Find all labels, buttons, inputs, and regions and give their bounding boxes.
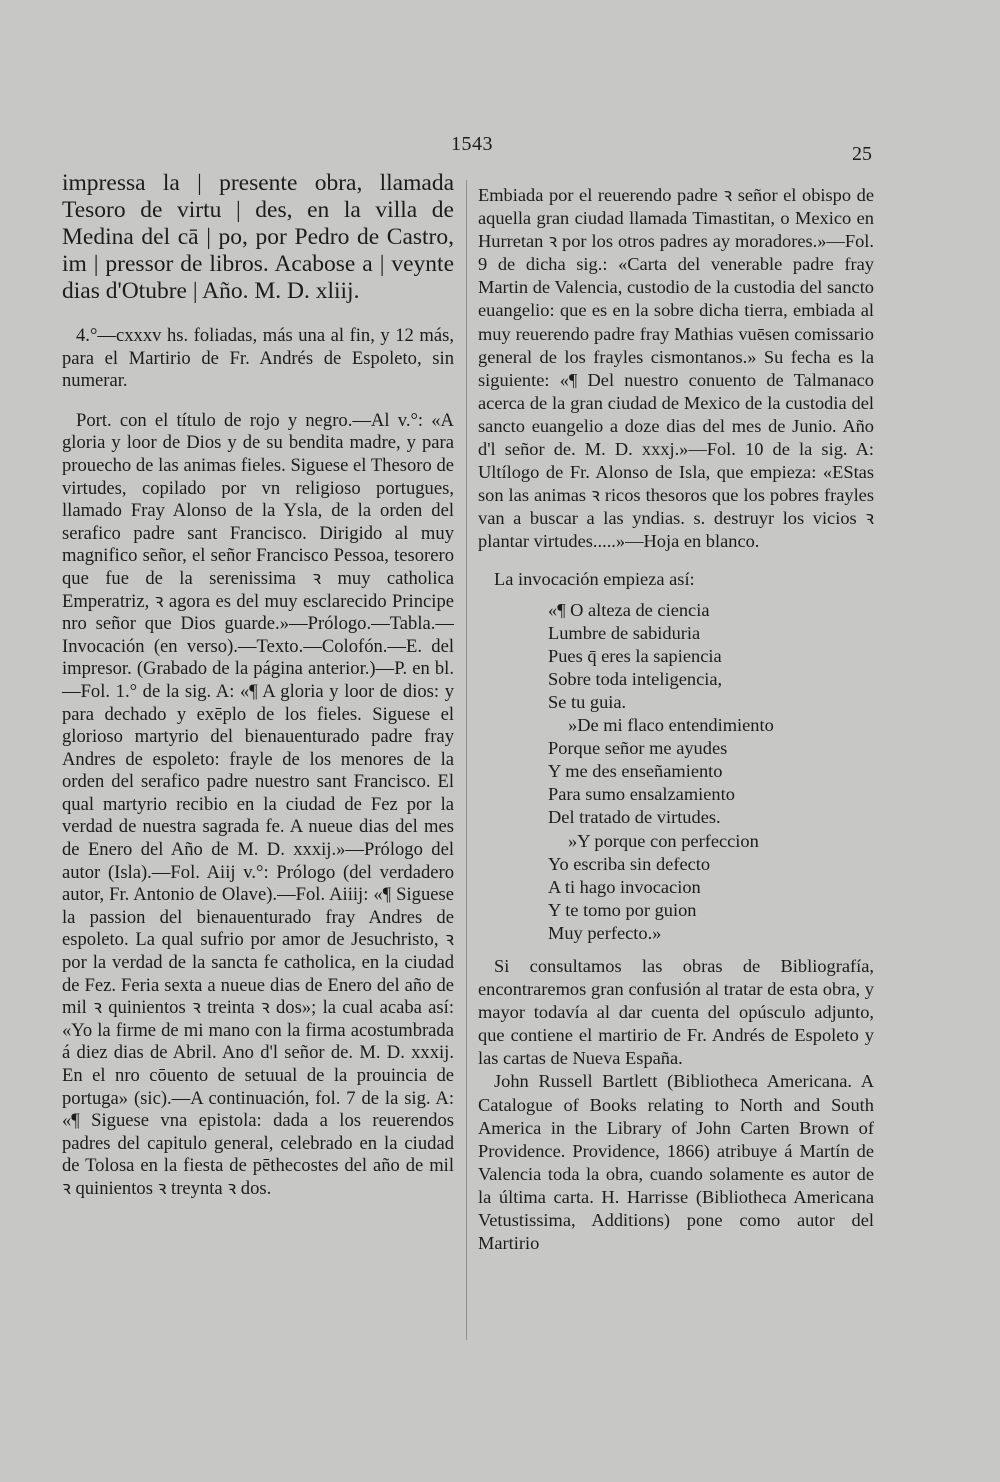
description-paragraph: Port. con el título de rojo y negro.—Al v.°: «A gloria y loor de Dios y de su bendita madre, y para prouecho de las animas fieles. Siguese el Thesoro de virtudes, copilado por vn religioso portugues, llamado Fray Alonso de la Ysla, de la orden del serafico padre sant Francisco. Dirigido al muy magnifico señor, el señor Francisco Pessoa, tesorero que fue de la serenissima ꝛ muy catholica Emperatriz, ꝛ agora es del muy esclarecido Principe nro señor que Dios guarde.»—Prólogo.—Tabla.—Invocación (en verso).—Texto.—Colofón.—E. del impresor. (Grabado de la página anterior.)—P. en bl.—Fol. 1.° de la sig. A: «¶ A gloria y loor de dios: y para dechado y exēplo de los fieles. Siguese el glorioso martyrio del bienauenturado padre fray Andres de espoleto: frayle de los menores de la orden del serafico padre nuestro sant Francisco. El qual martyrio recibio en la ciudad de Fez por la verdad de nuestra sagrada fe. A nueue dias del mes de Enero del Año de M. D. xxxij.»—Prólogo del autor (Isla).—Fol. Aiij v.°: Prólogo (del verdadero autor, Fr. Antonio de Olave).—Fol. Aiiij: «¶ Siguese la passion del bienauenturado fray Andres de espoleto. La qual sufrio por amor de Jesuchristo, ꝛ por la verdad de la sancta fe catholica, en la ciudad de Fez. Feria sexta a nueue dias de Enero del año de mil ꝛ quinientos ꝛ treinta ꝛ dos»; la cual acaba así: «Yo la firme de mi mano con la firma acostumbrada á diez dias de Abril. Ano d'l señor de. M. D. xxxij. En el nro cōuento de setuual de la prouincia de portuga» (sic).—A continuación, fol. 7 de la sig. A: «¶ Siguese vna epistola: dada a los reuerendos padres del capitulo general, celebrado en la ciudad de Tolosa en la fiesta de pēthecostes del año de mil ꝛ quinientos ꝛ treynta ꝛ dos. [62,409,454,1199]
poem-line: Y te tomo por guion [548,899,697,920]
poem-line: Sobre toda inteligencia, [548,668,723,689]
poem-line: Porque señor me ayudes [548,738,728,759]
left-column [62,170,454,1201]
colophon-title-block: impressa la | presente obra, llamada Tesoro de virtu | des, en la villa de Medina del cā | po, por Pedro de Castro, im | pressor de libros. Acabose a | veynte dias d'Otubre | Año. M. D. xliij. [62,170,454,304]
poem-line: Lumbre de sabiduria [548,622,701,643]
bartlett-paragraph: John Russell Bartlett (Bibliotheca Americana. A Catalogue of Books relating to North and South America in the Library of John Carten Brown of Providence. Providence, 1866) atribuye á Martín de Valencia toda la obra, cuando solamente es autor de la última carta. H. Harrisse (Bibliotheca Americana Vetustissima, Additions) pone como autor del Martirio [478,1071,874,1254]
continuation-paragraph: Embiada por el reuerendo padre ꝛ señor el obispo de aquella gran ciudad llamada Timastitan, o Mexico en Hurretan ꝛ por los otros padres ay moradores.»—Fol. 9 de dicha sig.: «Carta del venerable padre fray Martin de Valencia, custodio de la custodia del sancto euangelio: que es en la sobre dicha tierra, embiada al muy reuerendo padre fray Mathias vuēsen comissario general de los frayles cismontanos.» Su fecha es la siguiente: «¶ Del nuestro conuento de Talmanaco acerca de la gran ciudad de Mexico de la custodia del sancto euangelio a doze dias del mes de Junio. Año d'l señor de. M. D. xxxj.»—Fol. 10 de la sig. A: Ultílogo de Fr. Alonso de Isla, que empieza: «EStas son las animas ꝛ ricos thesoros que los pobres frayles van a buscar a las yndias. s. destruyr los vicios ꝛ plantar virtudes.....»—Hoja en blanco. [478,185,874,552]
poem-line: «¶ O alteza de ciencia [548,599,710,620]
invocation-intro: La invocación empieza así: [494,568,695,589]
column-divider [466,180,467,1340]
poem-line: Y me des enseñamiento [548,761,723,782]
page-number: 25 [852,143,872,165]
right-column [478,184,874,1255]
poem-line: »De mi flaco entendimiento [568,715,774,736]
poem-line: Para sumo ensalzamiento [548,784,735,805]
poem-line: Yo escriba sin defecto [548,853,711,874]
poem-line: »Y porque con perfeccion [568,830,759,851]
poem-line: Se tu guia. [548,691,627,712]
poem-line: Pues q̄ eres la sapiencia [548,645,722,666]
poem-line: Del tratado de virtudes. [548,807,721,828]
poem-line: Muy perfecto.» [548,922,662,943]
collation-paragraph: 4.°—cxxxv hs. foliadas, más una al fin, y 12 más, para el Martirio de Fr. Andrés de Espoleto, sin numerar. [62,325,454,392]
poem-line: A ti hago invocacion [548,876,701,897]
bibliography-paragraph: Si consultamos las obras de Bibliografía, encontraremos gran confusión al tratar de esta obra, y mayor todavía al dar cuenta del opúsculo adjunto, que contiene el martirio de Fr. Andrés de Espoleto y las cartas de Nueva España. [478,956,874,1069]
running-year: 1543 [451,133,493,155]
invocation-poem [548,599,874,945]
